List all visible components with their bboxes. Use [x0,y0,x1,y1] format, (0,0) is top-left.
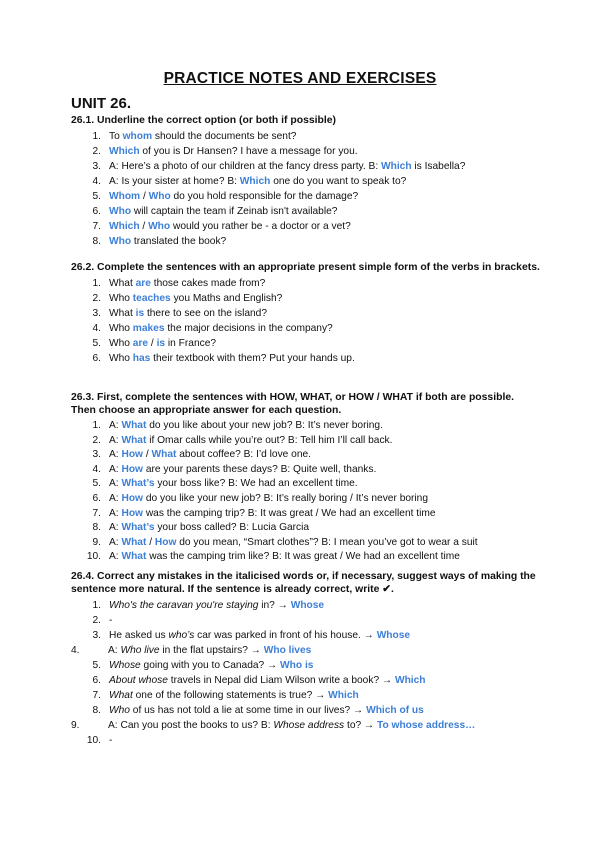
text-fragment: A: [109,551,122,563]
italic-phrase: Who live [120,645,160,656]
text-fragment: A: Here’s a photo of our children at the fancy dress party. B: [109,161,381,172]
text-fragment: is Isabella? [411,161,466,172]
list-item [71,598,541,613]
text-fragment: there to see on the island? [144,308,268,319]
text-fragment: you Maths and English? [170,293,283,304]
text-fragment: was the camping trip? B: It was great / We had an excellent time [142,507,436,519]
item-text [109,174,406,189]
list-item [71,688,541,703]
text-fragment: of you is Dr Hansen? I have a message for you. [139,146,358,157]
text-fragment: Who [109,293,133,304]
item-number: 1. [92,600,101,611]
list-item [71,521,541,536]
item-number: 4. [92,176,101,187]
item-text [109,703,424,718]
list-item [71,419,541,434]
item-text [109,234,226,249]
answer-highlight: Which [328,690,359,701]
item-text [109,658,313,673]
text-fragment: do you like about your new job? B: It’s never boring. [146,420,383,431]
list-item [71,234,541,249]
italic-phrase: who’s [168,630,195,641]
item-number: 7. [92,221,101,232]
text-fragment: should the documents be sent? [152,131,297,142]
list-item [71,477,541,492]
item-number: 6. [92,353,101,364]
list-item [71,129,541,144]
item-text [109,419,383,434]
item-text [109,351,355,366]
text-fragment: in France? [165,338,217,349]
italic-phrase: What [109,690,133,701]
text-fragment: those cakes made from? [150,278,266,289]
list-item [71,204,541,219]
answer-highlight: How [154,536,177,548]
item-text [109,613,112,628]
list-item [71,351,541,366]
item-number: 10. [86,551,101,563]
list-item [71,336,541,351]
item-text [109,688,359,703]
exercise-26-4 [71,570,541,748]
text-fragment: He asked us [109,630,169,641]
list-item [71,643,541,658]
italic-phrase: Who [109,705,130,716]
list-item [71,628,541,643]
item-number: 10. [86,735,101,746]
text-fragment: A: [109,536,122,548]
answer-highlight: Who lives [263,645,312,656]
text-fragment: / [139,221,149,232]
text-fragment: / [140,191,149,202]
text-fragment: A: [109,420,122,431]
text-fragment: A: [109,449,122,461]
text-fragment: A: [109,478,122,490]
list-item [71,703,541,718]
text-fragment: one of the following statements is true? → [132,690,329,701]
answer-highlight: is [135,308,145,319]
item-number: 2. [92,146,101,157]
text-fragment: Who [109,338,133,349]
list-item [71,321,541,336]
item-number: 4. [92,463,101,475]
answer-highlight: Which [239,176,271,187]
text-fragment: would you rather be - a doctor or a vet? [170,221,351,232]
italic-phrase: Whose [109,660,141,671]
item-text [109,598,324,613]
exercise-heading: 26.2. Complete the sentences with an appropriate present simple form of the verbs in brackets. [71,262,540,273]
item-text [109,144,358,159]
text-fragment: / [146,536,155,548]
list-item [71,174,541,189]
item-number: 9. [92,536,101,548]
exercise-list [71,419,541,565]
item-text [109,673,426,688]
text-fragment: A: [109,463,122,475]
text-fragment: one do you want to speak to? [270,176,407,187]
text-fragment: in the flat upstairs? → [159,645,264,656]
item-number: 2. [92,615,101,626]
item-number: 1. [92,131,101,142]
text-fragment: - [109,615,113,626]
item-text [109,521,309,536]
answer-highlight: How [121,507,143,519]
list-item [71,189,541,204]
text-fragment: will captain the team if Zeinab isn't available? [131,206,338,217]
item-number: 8. [92,522,101,534]
item-number: 4. [71,645,80,656]
italic-phrase: About whose [109,675,168,686]
answer-highlight: Which of us [366,705,424,716]
list-item [71,448,541,463]
text-fragment: Who [109,323,133,334]
text-fragment: / [148,338,157,349]
list-item [71,536,541,551]
text-fragment: A: [109,507,122,519]
item-text [109,204,337,219]
item-number: 3. [92,449,101,461]
answer-highlight: To whose address… [377,720,476,731]
answer-highlight: teaches [132,293,171,304]
item-text [109,159,465,174]
item-number: 6. [92,675,101,686]
list-item [71,507,541,522]
text-fragment: do you like your new job? B: It’s really boring / It’s never boring [142,492,429,504]
answer-highlight: What [121,434,147,446]
item-text [109,733,112,748]
answer-highlight: Which [109,221,140,232]
text-fragment: your boss like? B: We had an excellent time. [154,478,358,490]
answer-highlight: What [121,420,147,431]
item-number: 1. [92,278,101,289]
answer-highlight: is [156,338,166,349]
item-text [109,434,392,449]
item-text [109,189,358,204]
item-text [109,448,311,463]
list-item [71,673,541,688]
answer-highlight: has [132,353,151,364]
list-item [71,658,541,673]
item-number: 2. [92,293,101,304]
list-item [71,463,541,478]
text-fragment: A: [109,522,122,534]
list-item [71,159,541,174]
answer-highlight: Whom [109,191,141,202]
text-fragment: / [142,449,152,461]
text-fragment: A: Can you post the books to us? B: [108,720,274,731]
text-fragment: if Omar calls while you’re out? B: Tell him I’ll call back. [146,434,393,446]
page-title: PRACTICE NOTES AND EXERCISES [163,70,437,87]
item-text [109,219,351,234]
answer-highlight: Who [109,236,132,247]
text-fragment: your boss called? B: Lucia Garcia [154,522,310,534]
answer-highlight: Which [381,161,412,172]
answer-highlight: What’s [121,478,155,490]
answer-highlight: Who [109,206,132,217]
item-number: 6. [92,492,101,504]
text-fragment: A: Is your sister at home? B: [109,176,240,187]
exercise-heading: 26.1. Underline the correct option (or both if possible) [71,115,336,126]
answer-highlight: makes [132,323,165,334]
answer-highlight: whom [122,131,153,142]
text-fragment: are your parents these days? B: Quite well, thanks. [142,463,377,475]
answer-highlight: What’s [121,522,155,534]
item-number: 8. [92,236,101,247]
item-number: 5. [92,660,101,671]
answer-highlight: How [121,492,143,504]
list-item [71,733,541,748]
text-fragment: was the camping trim like? B: It was great / We had an excellent time [146,551,460,563]
list-item [71,492,541,507]
answer-highlight: What [151,449,177,461]
text-fragment: - [109,735,113,746]
list-item [71,718,541,733]
list-item [71,550,541,565]
text-fragment: A: [109,492,122,504]
item-number: 7. [92,507,101,519]
item-text [109,336,216,351]
exercise-heading: 26.3. First, complete the sentences with HOW, WHAT, or HOW / WHAT if both are possible. Then choose an appropriate answer for each question. [71,392,514,416]
text-fragment: the major decisions in the company? [164,323,333,334]
text-fragment: What [109,308,136,319]
item-text [109,291,282,306]
item-text [108,643,311,658]
item-text [109,492,428,507]
exercise-26-3 [71,391,541,565]
list-item [71,144,541,159]
answer-highlight: Whose [376,630,411,641]
item-text [109,321,333,336]
text-fragment: What [109,278,136,289]
text-fragment: travels in Nepal did Liam Wilson write a book? → [167,675,395,686]
text-fragment: going with you to Canada? → [140,660,281,671]
exercise-26-2 [71,261,541,366]
text-fragment: of us has not told a lie at some time in our lives? → [129,705,367,716]
item-number: 5. [92,478,101,490]
item-number: 8. [92,705,101,716]
text-fragment: To [109,131,123,142]
item-text [109,129,296,144]
answer-highlight: How [121,463,143,475]
answer-highlight: How [121,449,143,461]
answer-highlight: Who is [280,660,314,671]
item-text [108,718,475,733]
answer-highlight: Who [148,191,171,202]
item-number: 1. [92,420,101,431]
exercise-26-1 [71,114,541,249]
item-text [109,276,265,291]
list-item [71,306,541,321]
italic-phrase: Whose address [273,720,345,731]
text-fragment: in? → [258,600,291,611]
item-number: 6. [92,206,101,217]
item-number: 4. [92,323,101,334]
text-fragment: about coffee? B: I’d love one. [176,449,312,461]
answer-highlight: Who [148,221,171,232]
item-number: 2. [92,434,101,446]
item-text [109,536,478,551]
item-text [109,477,358,492]
text-fragment: do you hold responsible for the damage? [170,191,359,202]
item-number: 3. [92,308,101,319]
list-item [71,276,541,291]
item-text [109,306,267,321]
answer-highlight: Whose [290,600,325,611]
answer-highlight: What [121,551,147,563]
exercise-list [71,598,541,748]
item-text [109,463,376,478]
answer-highlight: Which [394,675,426,686]
list-item [71,613,541,628]
item-text [109,507,436,522]
list-item [71,434,541,449]
item-number: 9. [71,720,80,731]
italic-phrase: Who's the caravan you're staying [109,600,259,611]
answer-highlight: What [121,536,147,548]
text-fragment: do you mean, “Smart clothes”? B: I mean you’ve got to wear a suit [176,536,478,548]
exercise-heading: 26.4. Correct any mistakes in the italicised words or, if necessary, suggest ways of making the sentence more natural. If the sentence is already correct, write ✔. [71,571,536,595]
exercise-list [71,129,541,249]
item-number: 3. [92,161,101,172]
item-text [109,628,410,643]
item-text [109,550,460,565]
text-fragment: their textbook with them? Put your hands up. [150,353,355,364]
text-fragment: Who [109,353,133,364]
list-item [71,291,541,306]
text-fragment: car was parked in front of his house. → [194,630,377,641]
unit-heading: UNIT 26. [71,95,132,112]
item-number: 3. [92,630,101,641]
exercise-list [71,276,541,366]
text-fragment: A: [109,434,122,446]
text-fragment: translated the book? [131,236,227,247]
list-item [71,219,541,234]
answer-highlight: Which [109,146,140,157]
item-number: 5. [92,338,101,349]
item-number: 5. [92,191,101,202]
answer-highlight: are [135,278,151,289]
item-number: 7. [92,690,101,701]
text-fragment: to? → [344,720,377,731]
text-fragment: A: [108,645,121,656]
answer-highlight: are [132,338,149,349]
